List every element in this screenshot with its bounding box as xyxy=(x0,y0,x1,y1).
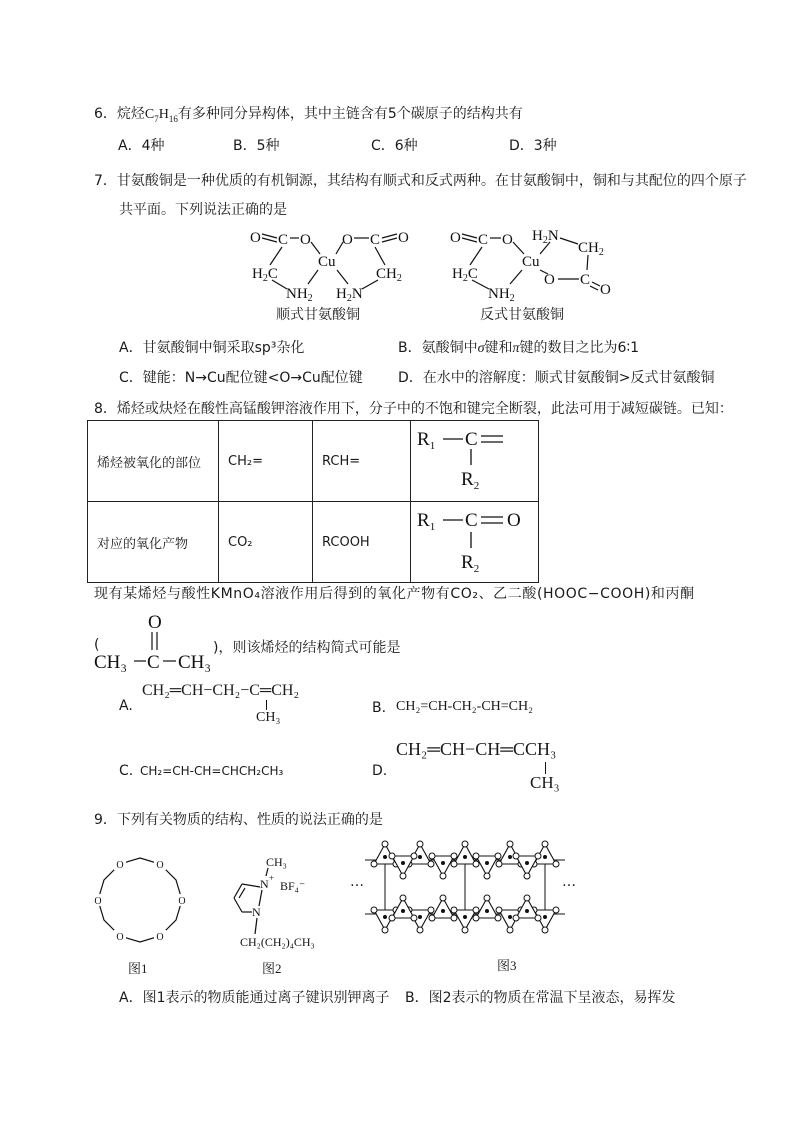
q8-option-c-formula[interactable]: CH₂=CH-CH=CHCH₂CH₃ xyxy=(140,764,284,778)
oxygen-atom xyxy=(400,873,406,879)
oxygen-atom xyxy=(440,873,446,879)
oxygen-atom xyxy=(411,853,417,859)
table-cell: RCH= xyxy=(313,421,411,502)
q8-text-line2-pre: ( xyxy=(94,637,100,653)
svg-text:N: N xyxy=(260,877,269,891)
oxygen-atom xyxy=(417,841,423,847)
atom-o: O xyxy=(300,232,311,248)
q6-option-d[interactable]: D．3种 xyxy=(509,138,557,154)
q8-option-c-label[interactable]: C. xyxy=(119,763,134,779)
atom-c: C xyxy=(478,232,489,248)
branch-bond xyxy=(266,700,267,710)
silicon-atom xyxy=(525,861,529,865)
q7-number: 7． xyxy=(94,173,117,189)
q8-option-d-label[interactable]: D. xyxy=(372,763,388,779)
oxygen-atom xyxy=(553,861,559,867)
q8-option-d-formula[interactable]: CH₂═CH−CH═CCH₃ xyxy=(396,739,557,759)
svg-text:CH₃: CH₃ xyxy=(178,652,212,672)
svg-text:C: C xyxy=(465,429,478,450)
oxygen-atom xyxy=(371,907,377,913)
q6-formula: $C_7H_{16}$ xyxy=(144,107,178,124)
caption-cis: 顺式甘氨酸铜 xyxy=(276,307,360,323)
atom-c: C xyxy=(278,232,289,248)
oxygen-atom xyxy=(428,907,434,913)
oxygen-atom xyxy=(535,853,541,859)
svg-text:R1: $R_1$ xyxy=(417,510,436,533)
q6-option-c[interactable]: C．6种 xyxy=(371,138,418,154)
q6-stem-b: 有多种同分异构体，其中主链含有5个碳原子的结构共有 xyxy=(177,106,523,122)
svg-text:C: C xyxy=(465,510,478,531)
svg-text:O: O xyxy=(116,860,124,871)
oxygen-atom xyxy=(428,861,434,867)
oxygen-atom xyxy=(484,895,490,901)
oxygen-atom xyxy=(411,915,417,921)
q8-option-a-branch: CH₃ xyxy=(256,710,281,725)
oxygen-atom xyxy=(542,841,548,847)
oxygen-atom xyxy=(440,895,446,901)
silicon-atom xyxy=(463,915,467,919)
oxygen-atom xyxy=(429,853,435,859)
svg-text:O: O xyxy=(116,932,124,943)
atom-o: O xyxy=(250,230,261,246)
oxygen-atom xyxy=(473,861,479,867)
svg-text:R1: $R_1$ xyxy=(417,429,436,452)
svg-text:CH₃: CH₃ xyxy=(266,855,287,869)
svg-text:CH₃: CH₃ xyxy=(94,652,128,672)
q7-option-c[interactable]: C．键能：N→Cu配位键<O→Cu配位键 xyxy=(119,370,363,386)
q8-option-d-branch: CH₃ xyxy=(530,773,560,792)
svg-text:N: N xyxy=(252,905,261,919)
oxygen-atom xyxy=(542,927,548,933)
trans-glycinate-structure xyxy=(448,222,628,302)
atom-cu: Cu xyxy=(318,254,336,270)
q6-option-b[interactable]: B．5种 xyxy=(233,138,280,154)
table-row-header: 对应的氧化产物 xyxy=(88,502,219,583)
svg-text:O: O xyxy=(148,612,162,633)
svg-text:+: + xyxy=(269,873,275,883)
table-row xyxy=(88,502,539,583)
group-h2n: $H_2N$ xyxy=(532,228,559,246)
silicon-atom xyxy=(485,861,489,865)
oxygen-atom xyxy=(524,873,530,879)
q8-option-b-formula[interactable]: CH₂=CH-CH₂-CH=CH₂ xyxy=(396,699,533,714)
table-cell xyxy=(411,421,539,502)
group-nh2: $NH_2$ xyxy=(286,286,313,302)
atom-o: O xyxy=(398,230,409,246)
oxygen-atom xyxy=(451,861,457,867)
silicon-atom xyxy=(441,909,445,913)
oxygen-atom xyxy=(553,907,559,913)
svg-text:CH₂(CH₂)₄CH₃: CH₂(CH₂)₄CH₃ xyxy=(240,935,315,949)
oxygen-atom xyxy=(389,853,395,859)
svg-text:R2: $R_2$ xyxy=(461,552,480,575)
table-cell: RCOOH xyxy=(313,502,411,583)
group-ch2: $CH_2$ xyxy=(578,240,604,258)
q6-number: 6． xyxy=(94,106,117,122)
svg-text:BF₄⁻: BF₄⁻ xyxy=(280,879,306,893)
table-cell: CO₂ xyxy=(219,502,313,583)
q7-stem-line1: 7．甘氨酸铜是一种优质的有机铜源，其结构有顺式和反式两种。在甘氨酸铜中，铜和与其配位的四个原子 xyxy=(94,173,747,189)
q7-stem-line2: 共平面。下列说法正确的是 xyxy=(119,202,287,218)
fig3-caption: 图3 xyxy=(497,958,517,973)
oxygen-atom xyxy=(400,895,406,901)
oxygen-atom xyxy=(524,895,530,901)
silicon-atom xyxy=(543,855,547,859)
q6-option-a[interactable]: A．4种 xyxy=(118,138,165,154)
q8-text-line1: 现有某烯烃与酸性KMnO₄溶液作用后得到的氧化产物有CO₂、乙二酸(HOOC−COOH)和丙酮 xyxy=(94,586,695,602)
oxygen-atom xyxy=(462,927,468,933)
fig2-caption: 图2 xyxy=(262,961,282,976)
q7-option-a[interactable]: A．甘氨酸铜中铜采取sp³杂化 xyxy=(119,340,305,356)
q8-stem: 8．烯烃或炔烃在酸性高锰酸钾溶液作用下，分子中的不饱和键完全断裂，此法可用于减短碳链。已知： xyxy=(94,401,733,417)
q9-option-b[interactable]: B．图2表示的物质在常温下呈液态，易挥发 xyxy=(405,990,676,1006)
svg-text:R2: $R_2$ xyxy=(461,469,480,492)
fig3-ellipsis-right: … xyxy=(562,874,576,890)
svg-text:C: C xyxy=(147,652,160,672)
silicon-atom xyxy=(525,909,529,913)
group-ch2: $CH_2$ xyxy=(376,266,402,284)
ketone-product-structure xyxy=(411,502,538,578)
oxygen-atom xyxy=(417,927,423,933)
oxygen-atom xyxy=(462,841,468,847)
fig3-ellipsis-left: … xyxy=(350,874,364,890)
cis-glycinate-structure xyxy=(240,222,420,302)
table-row-header: 烯烃被氧化的部位 xyxy=(88,421,219,502)
svg-text:O: O xyxy=(156,860,164,871)
atom-o: O xyxy=(342,232,353,248)
crown-ether-figure xyxy=(88,848,193,953)
oxygen-atom xyxy=(371,861,377,867)
oxygen-atom xyxy=(513,853,519,859)
oxygen-atom xyxy=(473,915,479,921)
atom-c: C xyxy=(370,232,381,248)
svg-text:O: O xyxy=(178,896,186,907)
oxygen-atom xyxy=(496,907,502,913)
svg-text:O: O xyxy=(94,896,102,907)
fig1-caption: 图1 xyxy=(128,961,148,976)
silicon-atom xyxy=(383,915,387,919)
oxygen-atom xyxy=(495,853,501,859)
oxygen-atom xyxy=(495,915,501,921)
silicon-atom xyxy=(441,861,445,865)
q9-number: 9． xyxy=(94,812,117,828)
group-nh2: $NH_2$ xyxy=(488,286,515,302)
oxygen-atom xyxy=(513,915,519,921)
caption-trans: 反式甘氨酸铜 xyxy=(480,307,564,323)
oxygen-atom xyxy=(507,927,513,933)
atom-c: C xyxy=(580,272,591,288)
table-row xyxy=(88,421,539,502)
atom-o: O xyxy=(450,230,461,246)
oxygen-atom xyxy=(451,915,457,921)
q8-option-a-label[interactable]: A. xyxy=(119,698,133,714)
q7-option-b[interactable]: B．氨酸铜中σ键和π键的数目之比为6∶1 xyxy=(398,340,639,356)
q8-option-a-formula[interactable]: CH₂═CH−CH₂−C═CH₂ xyxy=(142,682,300,699)
silicon-atom xyxy=(383,855,387,859)
silicon-atom xyxy=(508,855,512,859)
oxygen-atom xyxy=(507,841,513,847)
atom-o: O xyxy=(544,272,555,288)
q9-option-a[interactable]: A．图1表示的物质能通过离子键识别钾离子 xyxy=(119,990,390,1006)
atom-o: O xyxy=(600,282,611,298)
q8-option-b-label[interactable]: B. xyxy=(372,700,387,716)
oxygen-atom xyxy=(473,853,479,859)
acetone-structure xyxy=(92,610,222,672)
silicon-atom xyxy=(543,915,547,919)
oxygen-atom xyxy=(451,907,457,913)
silicon-atom xyxy=(418,915,422,919)
q9-stem: 9．下列有关物质的结构、性质的说法正确的是 xyxy=(94,812,383,828)
oxygen-atom xyxy=(484,873,490,879)
group-h2n: $H_2N$ xyxy=(336,286,363,302)
svg-text:O: O xyxy=(156,932,164,943)
silicon-atom xyxy=(418,855,422,859)
silicon-atom xyxy=(401,861,405,865)
oxygen-atom xyxy=(535,915,541,921)
oxygen-atom xyxy=(389,915,395,921)
atom-cu: Cu xyxy=(522,254,540,270)
group-h2c: $H_2C$ xyxy=(252,266,278,284)
q6-stem xyxy=(94,103,523,124)
atom-o: O xyxy=(502,232,513,248)
table-cell xyxy=(411,502,539,583)
q7-option-d[interactable]: D．在水中的溶解度：顺式甘氨酸铜>反式甘氨酸铜 xyxy=(398,370,715,386)
group-h2c: $H_2C$ xyxy=(452,266,478,284)
silicon-atom xyxy=(485,909,489,913)
silicon-atom xyxy=(401,909,405,913)
ionic-liquid-figure xyxy=(228,850,343,960)
silicon-atom xyxy=(463,855,467,859)
oxygen-atom xyxy=(451,853,457,859)
q8-text-line2-post: )，则该烯烃的结构简式可能是 xyxy=(213,640,401,656)
ketone-site-structure xyxy=(411,421,538,497)
table-cell: CH₂= xyxy=(219,421,313,502)
q8-number: 8． xyxy=(94,401,117,417)
oxygen-atom xyxy=(496,861,502,867)
silicate-chain-figure xyxy=(365,830,565,950)
oxidation-table xyxy=(87,420,539,583)
oxygen-atom xyxy=(473,907,479,913)
q6-stem-a: 烷烃 xyxy=(116,106,145,122)
oxygen-atom xyxy=(382,927,388,933)
oxygen-atom xyxy=(429,915,435,921)
silicon-atom xyxy=(508,915,512,919)
svg-text:O: O xyxy=(507,510,521,531)
oxygen-atom xyxy=(382,841,388,847)
